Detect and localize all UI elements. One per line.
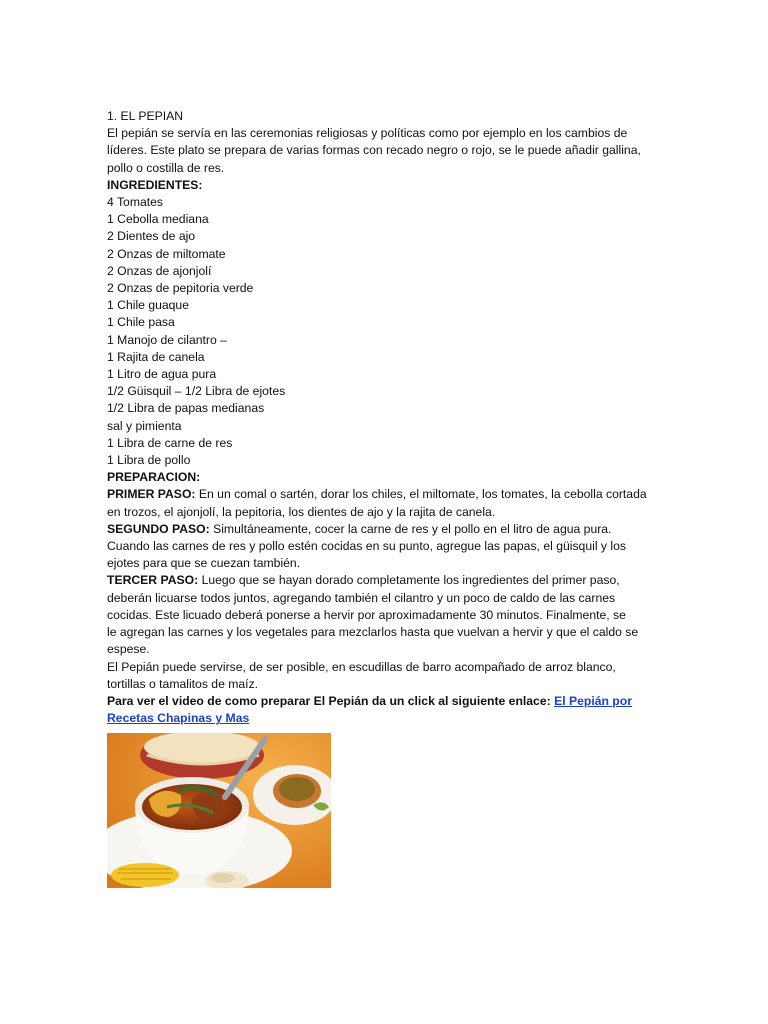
ingredient-item: 1/2 Güisquil – 1/2 Libra de ejotes bbox=[107, 384, 286, 399]
pepian-dish-photo bbox=[107, 733, 331, 888]
intro-line: líderes. Este plato se prepara de varias formas con recado negro o rojo, se le puede añadir gallina, bbox=[107, 143, 641, 158]
step-text: Cuando las carnes de res y pollo estén cocidas en su punto, agregue las papas, el güisquil y los bbox=[107, 539, 626, 554]
ingredient-item: 1 Cebolla mediana bbox=[107, 212, 209, 227]
pepian-dish-illustration bbox=[107, 733, 331, 888]
intro-line: El pepián se servía en las ceremonias religiosas y políticas como por ejemplo en los cambios de bbox=[107, 126, 628, 141]
step-label: PRIMER PASO: bbox=[107, 487, 196, 502]
ingredient-item: 1 Litro de agua pura bbox=[107, 367, 217, 382]
ingredients-list bbox=[107, 194, 667, 469]
ingredient-item: sal y pimienta bbox=[107, 418, 182, 433]
step-text: En un comal o sartén, dorar los chiles, el miltomate, los tomates, la cebolla cortada bbox=[195, 487, 647, 502]
video-prompt: Para ver el video de como preparar El Pepián da un click al siguiente enlace: bbox=[107, 693, 555, 708]
ingredients-title: INGREDIENTES: bbox=[107, 177, 203, 192]
step-text: cocidas. Este licuado deberá ponerse a hervir por aproximadamente 30 minutos. Finalmente, se bbox=[107, 607, 626, 622]
ingredient-item: 1 Libra de pollo bbox=[107, 453, 191, 468]
ingredient-item: 2 Onzas de pepitoria verde bbox=[107, 281, 254, 296]
step-primer-paso bbox=[107, 486, 667, 520]
ingredient-item: 1 Chile guaque bbox=[107, 298, 189, 313]
step-text: en trozos, el ajonjolí, la pepitoria, los dientes de ajo y la rajita de canela. bbox=[107, 504, 496, 519]
ingredient-item: 1/2 Libra de papas medianas bbox=[107, 401, 265, 416]
recipe-heading: 1. EL PEPIAN bbox=[107, 109, 184, 123]
step-tercer-paso bbox=[107, 572, 667, 658]
video-link-continuation[interactable]: Recetas Chapinas y Mas bbox=[107, 711, 250, 726]
corn bbox=[111, 863, 179, 887]
ingredient-item: 2 Onzas de miltomate bbox=[107, 246, 226, 261]
serving-line: tortillas o tamalitos de maíz. bbox=[107, 676, 259, 691]
step-text: Simultáneamente, cocer la carne de res y el pollo en el litro de agua pura. bbox=[209, 521, 612, 536]
ingredient-item: 1 Rajita de canela bbox=[107, 349, 205, 364]
step-text: Luego que se hayan dorado completamente los ingredientes del primer paso, bbox=[198, 573, 620, 588]
ingredient-item: 1 Chile pasa bbox=[107, 315, 175, 330]
ingredient-item: 2 Onzas de ajonjolí bbox=[107, 263, 212, 278]
preparation-title: PREPARACION: bbox=[107, 470, 201, 485]
step-text: deberán licuarse todos juntos, agregando también el cilantro y un poco de caldo de las carnes bbox=[107, 590, 616, 605]
step-label: TERCER PASO: bbox=[107, 573, 199, 588]
step-text: le agregan las carnes y los vegetales para mezclarlos hasta que vuelvan a hervir y que el caldo se bbox=[107, 625, 639, 640]
step-segundo-paso bbox=[107, 521, 667, 573]
serving-line: El Pepián puede servirse, de ser posible, en escudillas de barro acompañado de arroz blanco, bbox=[107, 659, 616, 674]
step-text: espese. bbox=[107, 642, 150, 657]
intro-line: pollo o costilla de res. bbox=[107, 160, 225, 175]
ingredient-item: 1 Libra de carne de res bbox=[107, 435, 233, 450]
recipe-document bbox=[107, 108, 667, 727]
ingredient-item: 1 Manojo de cilantro – bbox=[107, 332, 227, 347]
ingredient-item: 4 Tomates bbox=[107, 195, 164, 210]
ingredient-item: 2 Dientes de ajo bbox=[107, 229, 196, 244]
step-text: ejotes para que se cuezan también. bbox=[107, 556, 301, 571]
step-label: SEGUNDO PASO: bbox=[107, 521, 210, 536]
video-link[interactable]: El Pepián por bbox=[554, 693, 632, 708]
